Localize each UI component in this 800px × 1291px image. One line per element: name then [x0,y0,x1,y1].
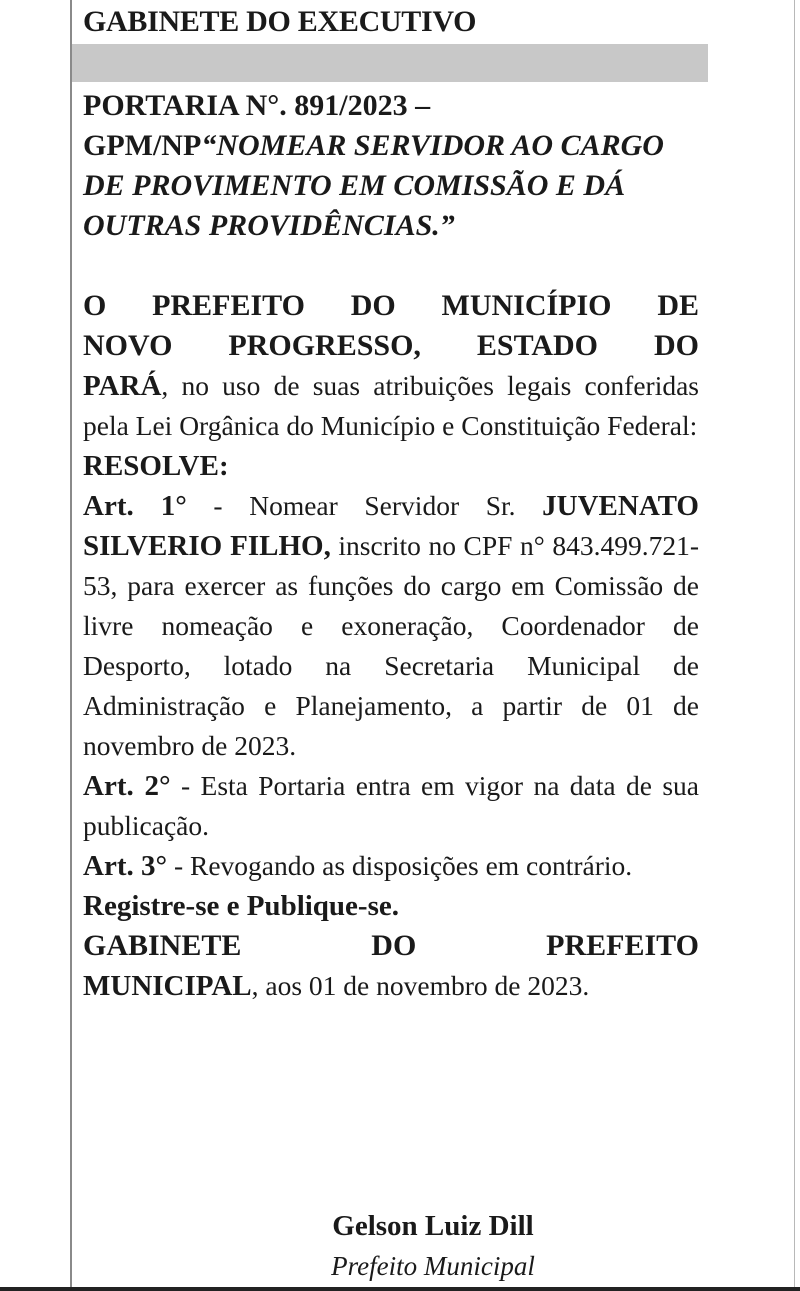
preamble-line-2: NOVO PROGRESSO, ESTADO DO [83,329,699,362]
signatory-name: Gelson Luiz Dill [332,1210,534,1242]
article-3-text: - Revogando as disposições em contrário. [167,850,633,881]
article-2-text: - Esta Portaria entra em vigor na data de sua publicação. [83,770,700,841]
article-3-label: Art. 3° [83,850,168,882]
document-body [83,286,699,1006]
preamble-state: PARÁ [83,370,162,402]
article-1 [83,486,699,766]
gray-separator-bar [72,44,708,82]
section-header: GABINETE DO EXECUTIVO [83,5,477,38]
portaria-subject: “NOMEAR SERVIDOR AO CARGO DE PROVIMENTO EM COMISSÃO E DÁ OUTRAS PROVIDÊNCIAS.” [83,129,664,242]
article-1-text-before: - Nomear Servidor Sr. [186,490,543,521]
article-1-label: Art. 1° [83,490,187,522]
article-3 [83,846,699,886]
article-1-text-after: inscrito no CPF n° 843.499.721-53, para exercer as funções do cargo em Comissão de livre nomeação e exoneração, Coordenador de Desporto, lotado na Secretaria Municipal de Administração e Planejamento, a partir de 01 de novembro de 2023. [83,530,700,761]
article-1-name: JUVENATO SILVERIO FILHO, [83,490,699,562]
preamble-paragraph [83,366,699,446]
closing-municipal: MUNICIPAL [83,970,252,1002]
article-2-label: Art. 2° [83,770,171,802]
preamble-text: , no uso de suas atribuições legais conferidas pela Lei Orgânica do Município e Constituição Federal: [83,370,699,441]
article-2 [83,766,699,846]
closing-paragraph [83,966,699,1006]
closing-gabinete-line: GABINETE DO PREFEITO [83,929,699,962]
register-publish: Registre-se e Publique-se. [83,890,399,922]
portaria-number: PORTARIA N°. 891/2023 – [83,89,431,122]
closing-date: , aos 01 de novembro de 2023. [251,970,590,1001]
resolve-heading: RESOLVE: [83,450,229,482]
left-border-line [70,0,72,1291]
signatory-role: Prefeito Municipal [331,1251,535,1281]
portaria-code: GPM/NP [83,129,202,162]
preamble-line-1: O PREFEITO DO MUNICÍPIO DE [83,289,699,322]
right-border-line [794,0,795,1291]
portaria-title [83,86,699,246]
bottom-border-line [0,1287,800,1291]
